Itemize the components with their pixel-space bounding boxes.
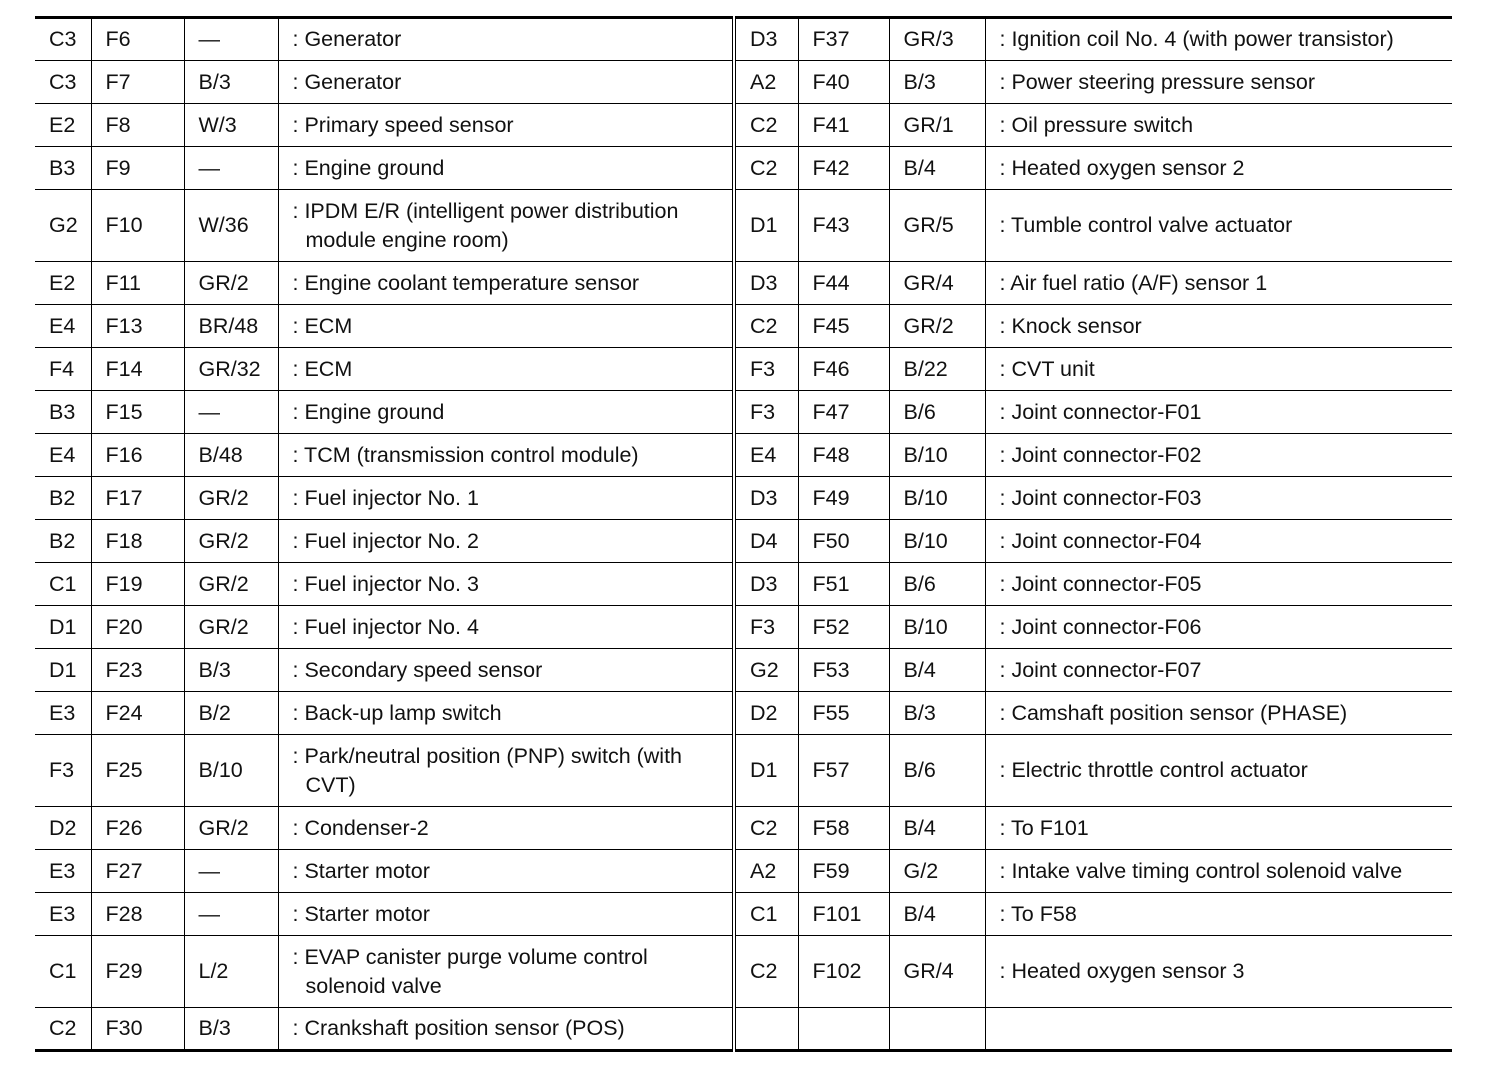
right-connector-cell (798, 1008, 889, 1051)
left-description-cell: : TCM (transmission control module) (278, 434, 734, 477)
table-row (35, 391, 1452, 434)
left-connector-cell: F23 (91, 649, 184, 692)
right-description-cell: : Heated oxygen sensor 3 (985, 936, 1452, 1008)
table-row (35, 692, 1452, 735)
table-row (35, 477, 1452, 520)
right-wire-cell: GR/4 (889, 262, 985, 305)
left-description-cell: : Fuel injector No. 1 (278, 477, 734, 520)
left-wire-cell: B/3 (184, 61, 278, 104)
left-connector-cell: F18 (91, 520, 184, 563)
left-wire-cell: GR/2 (184, 563, 278, 606)
left-grid-cell: C3 (35, 61, 91, 104)
right-wire-cell: B/4 (889, 649, 985, 692)
left-grid-cell: E3 (35, 850, 91, 893)
right-wire-cell: B/4 (889, 147, 985, 190)
right-connector-cell: F47 (798, 391, 889, 434)
left-grid-cell: C1 (35, 936, 91, 1008)
left-wire-cell: W/3 (184, 104, 278, 147)
right-description-cell: : Ignition coil No. 4 (with power transistor) (985, 18, 1452, 61)
table-row (35, 104, 1452, 147)
table-row (35, 735, 1452, 807)
right-description-cell: : Power steering pressure sensor (985, 61, 1452, 104)
description-text: : EVAP canister purge volume control solenoid valve (292, 944, 648, 998)
right-description-cell: : Joint connector-F07 (985, 649, 1452, 692)
left-connector-cell: F19 (91, 563, 184, 606)
left-grid-cell: C2 (35, 1008, 91, 1051)
table-row (35, 850, 1452, 893)
left-description-cell: : Crankshaft position sensor (POS) (278, 1008, 734, 1051)
right-wire-cell: B/22 (889, 348, 985, 391)
connector-table (35, 16, 1452, 1052)
left-grid-cell: B2 (35, 477, 91, 520)
right-description-cell: : Intake valve timing control solenoid valve (985, 850, 1452, 893)
right-grid-cell: D1 (734, 735, 798, 807)
left-grid-cell: D1 (35, 606, 91, 649)
left-connector-cell: F8 (91, 104, 184, 147)
right-description-cell: : CVT unit (985, 348, 1452, 391)
table-body (35, 18, 1452, 1051)
left-grid-cell: G2 (35, 190, 91, 262)
left-connector-cell: F17 (91, 477, 184, 520)
left-grid-cell: F4 (35, 348, 91, 391)
right-grid-cell (734, 1008, 798, 1051)
left-grid-cell: E3 (35, 893, 91, 936)
right-description-cell: : Joint connector-F04 (985, 520, 1452, 563)
left-grid-cell: E3 (35, 692, 91, 735)
left-wire-cell: BR/48 (184, 305, 278, 348)
right-grid-cell: G2 (734, 649, 798, 692)
right-description-cell (985, 1008, 1452, 1051)
left-wire-cell: — (184, 391, 278, 434)
left-grid-cell: E2 (35, 104, 91, 147)
left-description-cell: : Back-up lamp switch (278, 692, 734, 735)
right-connector-cell: F48 (798, 434, 889, 477)
right-grid-cell: D1 (734, 190, 798, 262)
left-connector-cell: F7 (91, 61, 184, 104)
right-connector-cell: F57 (798, 735, 889, 807)
right-wire-cell: GR/2 (889, 305, 985, 348)
left-connector-cell: F29 (91, 936, 184, 1008)
right-description-cell: : Joint connector-F01 (985, 391, 1452, 434)
right-grid-cell: C2 (734, 936, 798, 1008)
left-connector-cell: F30 (91, 1008, 184, 1051)
right-wire-cell: B/3 (889, 61, 985, 104)
left-wire-cell: B/3 (184, 1008, 278, 1051)
left-connector-cell: F10 (91, 190, 184, 262)
right-description-cell: : Tumble control valve actuator (985, 190, 1452, 262)
right-wire-cell: B/10 (889, 606, 985, 649)
left-connector-cell: F16 (91, 434, 184, 477)
left-connector-cell: F13 (91, 305, 184, 348)
right-grid-cell: C2 (734, 807, 798, 850)
right-grid-cell: C2 (734, 104, 798, 147)
left-connector-cell: F20 (91, 606, 184, 649)
left-description-cell: : Starter motor (278, 850, 734, 893)
right-connector-cell: F41 (798, 104, 889, 147)
left-description-cell: : Starter motor (278, 893, 734, 936)
right-connector-cell: F40 (798, 61, 889, 104)
right-wire-cell: B/6 (889, 563, 985, 606)
table-row (35, 936, 1452, 1008)
left-description-cell: : Engine ground (278, 391, 734, 434)
left-connector-cell: F25 (91, 735, 184, 807)
right-grid-cell: C2 (734, 305, 798, 348)
left-wire-cell: — (184, 850, 278, 893)
right-wire-cell: B/6 (889, 391, 985, 434)
right-description-cell: : To F58 (985, 893, 1452, 936)
right-wire-cell (889, 1008, 985, 1051)
left-description-cell: : Generator (278, 18, 734, 61)
table-row (35, 262, 1452, 305)
right-description-cell: : Air fuel ratio (A/F) sensor 1 (985, 262, 1452, 305)
left-wire-cell: GR/2 (184, 477, 278, 520)
right-wire-cell: B/10 (889, 477, 985, 520)
left-connector-cell: F11 (91, 262, 184, 305)
right-grid-cell: A2 (734, 61, 798, 104)
left-description-cell: : Secondary speed sensor (278, 649, 734, 692)
left-connector-cell: F28 (91, 893, 184, 936)
left-description-cell: : Condenser-2 (278, 807, 734, 850)
left-description-cell (278, 735, 734, 807)
left-connector-cell: F26 (91, 807, 184, 850)
table-row (35, 147, 1452, 190)
right-connector-cell: F51 (798, 563, 889, 606)
right-connector-cell: F55 (798, 692, 889, 735)
right-wire-cell: GR/3 (889, 18, 985, 61)
right-description-cell: : Joint connector-F03 (985, 477, 1452, 520)
right-description-cell: : Heated oxygen sensor 2 (985, 147, 1452, 190)
right-connector-cell: F101 (798, 893, 889, 936)
right-description-cell: : Camshaft position sensor (PHASE) (985, 692, 1452, 735)
right-connector-cell: F46 (798, 348, 889, 391)
left-description-cell: : Fuel injector No. 2 (278, 520, 734, 563)
left-grid-cell: C3 (35, 18, 91, 61)
right-wire-cell: B/4 (889, 893, 985, 936)
left-wire-cell: GR/2 (184, 606, 278, 649)
table-row (35, 606, 1452, 649)
left-grid-cell: C1 (35, 563, 91, 606)
table-row (35, 434, 1452, 477)
left-wire-cell: L/2 (184, 936, 278, 1008)
right-grid-cell: A2 (734, 850, 798, 893)
left-wire-cell: B/48 (184, 434, 278, 477)
right-grid-cell: E4 (734, 434, 798, 477)
left-description-cell: : Primary speed sensor (278, 104, 734, 147)
right-wire-cell: B/10 (889, 434, 985, 477)
left-grid-cell: B2 (35, 520, 91, 563)
left-grid-cell: B3 (35, 147, 91, 190)
right-wire-cell: G/2 (889, 850, 985, 893)
left-grid-cell: E2 (35, 262, 91, 305)
table-row (35, 18, 1452, 61)
left-connector-cell: F24 (91, 692, 184, 735)
right-wire-cell: GR/1 (889, 104, 985, 147)
right-connector-cell: F42 (798, 147, 889, 190)
left-description-cell: : ECM (278, 305, 734, 348)
right-connector-cell: F49 (798, 477, 889, 520)
left-description-cell: : Engine coolant temperature sensor (278, 262, 734, 305)
left-description-cell: : ECM (278, 348, 734, 391)
left-connector-cell: F14 (91, 348, 184, 391)
right-connector-cell: F53 (798, 649, 889, 692)
right-description-cell: : Knock sensor (985, 305, 1452, 348)
right-wire-cell: GR/5 (889, 190, 985, 262)
right-grid-cell: D3 (734, 18, 798, 61)
left-wire-cell: B/3 (184, 649, 278, 692)
right-connector-cell: F50 (798, 520, 889, 563)
table-row (35, 1008, 1452, 1051)
right-wire-cell: GR/4 (889, 936, 985, 1008)
right-connector-cell: F102 (798, 936, 889, 1008)
right-connector-cell: F58 (798, 807, 889, 850)
left-connector-cell: F15 (91, 391, 184, 434)
table-row (35, 190, 1452, 262)
right-connector-cell: F59 (798, 850, 889, 893)
left-connector-cell: F27 (91, 850, 184, 893)
left-wire-cell: GR/32 (184, 348, 278, 391)
left-connector-cell: F9 (91, 147, 184, 190)
right-grid-cell: C2 (734, 147, 798, 190)
right-grid-cell: D2 (734, 692, 798, 735)
left-wire-cell: B/10 (184, 735, 278, 807)
left-description-cell: : Engine ground (278, 147, 734, 190)
left-wire-cell: — (184, 147, 278, 190)
left-grid-cell: E4 (35, 305, 91, 348)
right-grid-cell: F3 (734, 606, 798, 649)
right-wire-cell: B/4 (889, 807, 985, 850)
left-grid-cell: F3 (35, 735, 91, 807)
left-description-cell: : Fuel injector No. 4 (278, 606, 734, 649)
left-description-cell (278, 936, 734, 1008)
right-grid-cell: C1 (734, 893, 798, 936)
table-row (35, 305, 1452, 348)
left-grid-cell: B3 (35, 391, 91, 434)
right-wire-cell: B/10 (889, 520, 985, 563)
right-grid-cell: D4 (734, 520, 798, 563)
table-row (35, 563, 1452, 606)
right-connector-cell: F43 (798, 190, 889, 262)
right-grid-cell: D3 (734, 477, 798, 520)
right-description-cell: : Oil pressure switch (985, 104, 1452, 147)
left-grid-cell: D2 (35, 807, 91, 850)
table-row (35, 520, 1452, 563)
left-wire-cell: — (184, 893, 278, 936)
left-grid-cell: E4 (35, 434, 91, 477)
table-row (35, 893, 1452, 936)
left-wire-cell: W/36 (184, 190, 278, 262)
right-grid-cell: F3 (734, 348, 798, 391)
description-text: : Park/neutral position (PNP) switch (with CVT) (292, 743, 683, 797)
left-description-cell: : Generator (278, 61, 734, 104)
description-text: : IPDM E/R (intelligent power distribution module engine room) (292, 198, 679, 252)
right-connector-cell: F44 (798, 262, 889, 305)
right-wire-cell: B/6 (889, 735, 985, 807)
right-connector-cell: F37 (798, 18, 889, 61)
right-description-cell: : Joint connector-F05 (985, 563, 1452, 606)
right-grid-cell: D3 (734, 262, 798, 305)
left-grid-cell: D1 (35, 649, 91, 692)
table-row (35, 61, 1452, 104)
left-wire-cell: B/2 (184, 692, 278, 735)
table-row (35, 807, 1452, 850)
left-description-cell: : Fuel injector No. 3 (278, 563, 734, 606)
left-wire-cell: — (184, 18, 278, 61)
left-wire-cell: GR/2 (184, 807, 278, 850)
table-row (35, 649, 1452, 692)
left-connector-cell: F6 (91, 18, 184, 61)
right-wire-cell: B/3 (889, 692, 985, 735)
right-description-cell: : Joint connector-F06 (985, 606, 1452, 649)
right-grid-cell: F3 (734, 391, 798, 434)
right-description-cell: : Joint connector-F02 (985, 434, 1452, 477)
right-connector-cell: F45 (798, 305, 889, 348)
left-description-cell (278, 190, 734, 262)
right-description-cell: : Electric throttle control actuator (985, 735, 1452, 807)
right-description-cell: : To F101 (985, 807, 1452, 850)
right-connector-cell: F52 (798, 606, 889, 649)
right-grid-cell: D3 (734, 563, 798, 606)
left-wire-cell: GR/2 (184, 520, 278, 563)
table-row (35, 348, 1452, 391)
left-wire-cell: GR/2 (184, 262, 278, 305)
